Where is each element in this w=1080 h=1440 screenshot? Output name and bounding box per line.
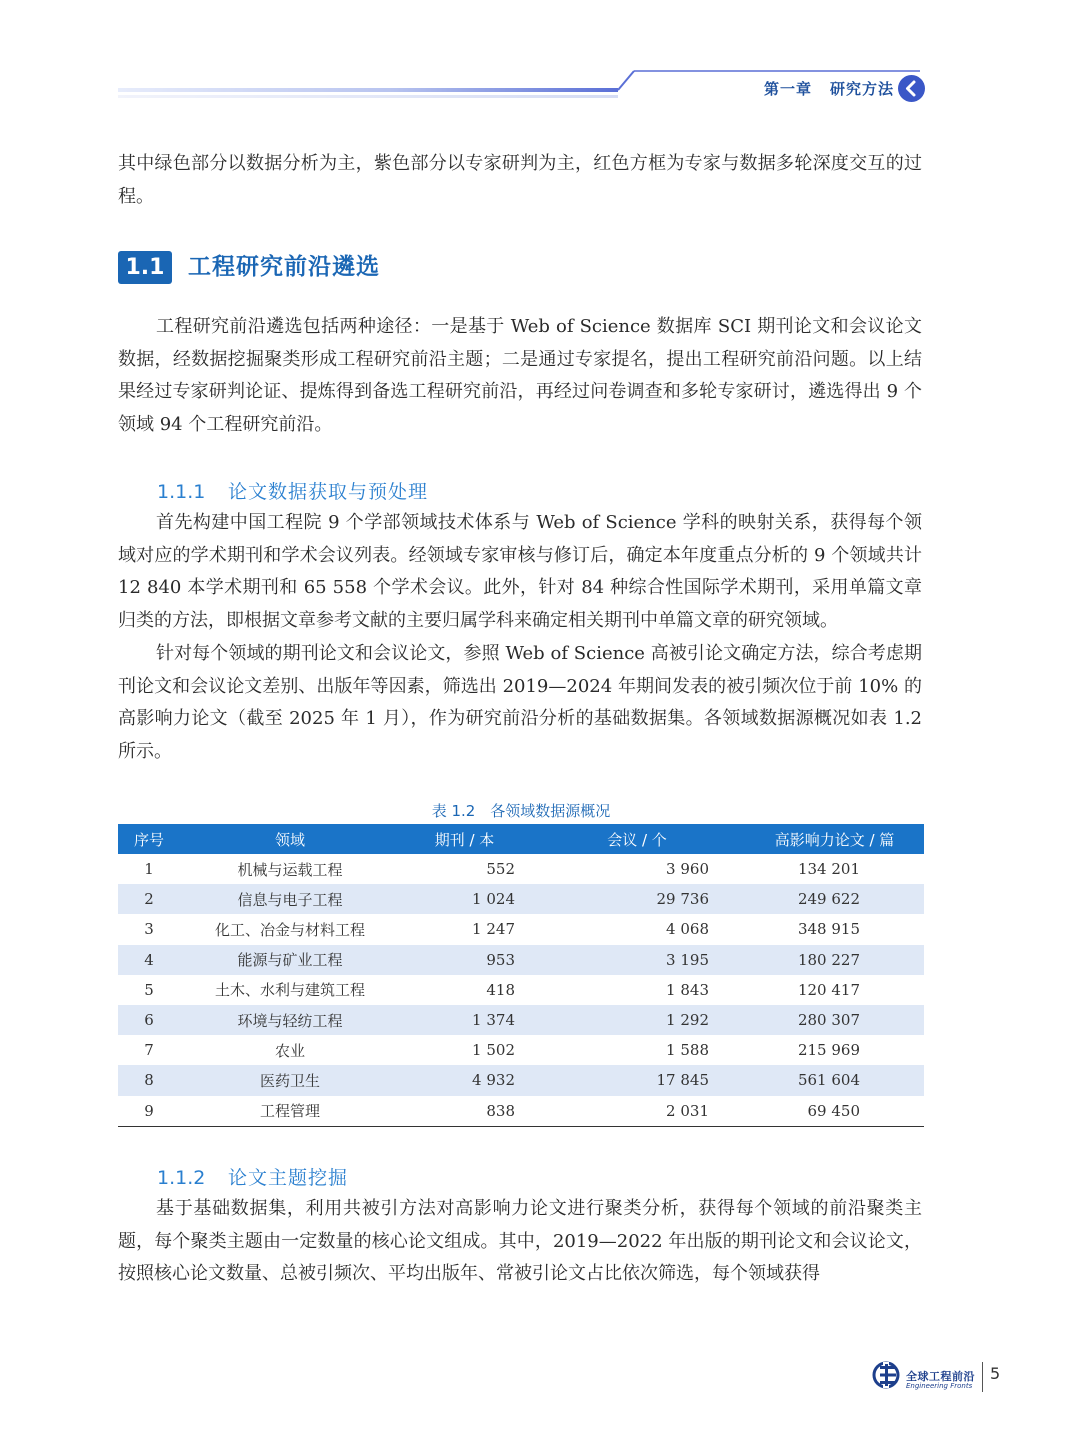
subsection-1-paragraph-1: 首先构建中国工程院 9 个学部领域技术体系与 Web of Science 学科的映射关系，获得每个领域对应的学术期刊和学术会议列表。经领域专家审核与修订后，确定本年度重点分析的 9 个领域共计 12 840 本学术期刊和 65 558 个学术会议。此外，针对 84 种综合性国际学术期刊，采用单篇文章归类的方法，即根据文章参考文献的主要归属学科来确定相关期刊中单篇文章的研究领域。 [118, 512, 922, 631]
cell-index: 1 [144, 860, 154, 879]
cell-journals: 1 024 [400, 884, 529, 914]
cell-journals: 1 502 [472, 1041, 515, 1060]
cell-conferences: 1 588 [666, 1041, 709, 1060]
cell-journals: 418 [486, 980, 515, 999]
column-header-index: 序号 [118, 824, 180, 854]
section-title: 工程研究前沿遴选 [188, 254, 380, 280]
column-header-field: 领域 [180, 824, 400, 854]
footer-divider [982, 1362, 983, 1392]
table-row [118, 854, 924, 884]
subsection-2-title: 论文主题挖掘 [228, 1167, 349, 1189]
cell-conferences: 2 031 [529, 1096, 745, 1127]
cell-index: 8 [118, 1065, 180, 1095]
table-row [118, 914, 924, 944]
cell-field: 农业 [274, 1041, 305, 1060]
section-paragraph: 工程研究前沿遴选包括两种途径：一是基于 Web of Science 数据库 SCI 期刊论文和会议论文数据，经数据挖掘聚类形成工程研究前沿主题；二是通过专家提名，提出工程研究前沿问题。以上结果经过专家研判论证、提炼得到备选工程研究前沿，再经过问卷调查和多轮专家研讨，遴选得出 9 个领域 94 个工程研究前沿。 [118, 316, 922, 435]
header-rule-shadow [118, 95, 618, 98]
cell-papers: 249 622 [745, 884, 924, 914]
cell-conferences: 1 292 [529, 1005, 745, 1035]
cell-index: 5 [144, 980, 154, 999]
cell-field: 能源与矿业工程 [180, 945, 400, 975]
table-row [118, 1035, 924, 1065]
table-row [118, 975, 924, 1005]
cell-field: 土木、水利与建筑工程 [214, 981, 365, 1000]
footer-logo-text: 全球工程前沿 [906, 1370, 975, 1383]
column-header-conferences: 会议 / 个 [529, 824, 745, 854]
header-chapter: 第一章 [764, 80, 813, 98]
cell-conferences: 29 736 [529, 884, 745, 914]
footer-logo-subtitle: Engineering Fronts [906, 1382, 973, 1390]
cell-journals: 953 [400, 945, 529, 975]
intro-paragraph: 其中绿色部分以数据分析为主，紫色部分以专家研判为主，红色方框为专家与数据多轮深度交互的过程。 [118, 153, 922, 207]
engineering-fronts-logo-icon [872, 1360, 902, 1390]
cell-conferences: 1 843 [666, 980, 709, 999]
subsection-2-paragraph: 基于基础数据集，利用共被引方法对高影响力论文进行聚类分析，获得每个领域的前沿聚类主题，每个聚类主题由一定数量的核心论文组成。其中，2019—2022 年出版的期刊论文和会议论文，按照核心论文数量、总被引频次、平均出版年、常被引论文占比依次筛选，每个领域获得 [118, 1198, 922, 1285]
header-rule [118, 88, 618, 92]
chevron-left-icon[interactable] [898, 75, 925, 102]
table-row [118, 945, 924, 975]
subsection-1-title: 论文数据获取与预处理 [228, 481, 429, 503]
cell-conferences: 3 195 [529, 945, 745, 975]
table-row [118, 1065, 924, 1095]
cell-conferences: 3 960 [666, 860, 709, 879]
cell-index: 4 [118, 945, 180, 975]
cell-field: 工程管理 [180, 1096, 400, 1127]
cell-journals: 1 247 [472, 920, 515, 939]
table-row [118, 1005, 924, 1035]
table-row [118, 1096, 924, 1127]
header-section-name: 研究方法 [830, 80, 895, 98]
cell-field: 化工、冶金与材料工程 [214, 920, 365, 939]
cell-conferences: 4 068 [666, 920, 709, 939]
cell-conferences: 17 845 [529, 1065, 745, 1095]
cell-papers: 180 227 [745, 945, 924, 975]
cell-papers: 69 450 [745, 1096, 924, 1127]
cell-papers: 215 969 [797, 1041, 860, 1060]
cell-index: 7 [144, 1041, 154, 1060]
cell-field: 环境与轻纺工程 [180, 1005, 400, 1035]
cell-papers: 280 307 [745, 1005, 924, 1035]
cell-index: 9 [118, 1096, 180, 1127]
subsection-2-number: 1.1.2 [157, 1167, 206, 1189]
table-row [118, 884, 924, 914]
column-header-journals: 期刊 / 本 [400, 824, 529, 854]
cell-journals: 838 [400, 1096, 529, 1127]
cell-journals: 1 374 [400, 1005, 529, 1035]
cell-field: 医药卫生 [180, 1065, 400, 1095]
column-header-high-impact-papers: 高影响力论文 / 篇 [745, 824, 924, 854]
table-header-row [118, 824, 924, 854]
cell-field: 机械与运载工程 [237, 860, 343, 879]
cell-papers: 348 915 [797, 920, 860, 939]
cell-papers: 134 201 [797, 860, 860, 879]
cell-field: 信息与电子工程 [180, 884, 400, 914]
cell-papers: 561 604 [745, 1065, 924, 1095]
cell-index: 2 [118, 884, 180, 914]
data-source-table [118, 824, 924, 1127]
cell-journals: 4 932 [400, 1065, 529, 1095]
cell-journals: 552 [486, 860, 515, 879]
cell-papers: 120 417 [797, 980, 860, 999]
subsection-1-number: 1.1.1 [157, 481, 206, 503]
section-number-badge: 1.1 [118, 251, 172, 284]
cell-index: 6 [118, 1005, 180, 1035]
table-caption: 表 1.2 各领域数据源概况 [431, 802, 611, 820]
page-number: 5 [990, 1364, 1001, 1383]
subsection-1-paragraph-2: 针对每个领域的期刊论文和会议论文，参照 Web of Science 高被引论文确定方法，综合考虑期刊论文和会议论文差别、出版年等因素，筛选出 2019—2024 年期间发表的被引频次位于前 10% 的高影响力论文（截至 2025 年 1 月），作为研究前沿分析的基础数据集。各领域数据源概况如表 1.2 所示。 [118, 643, 922, 762]
cell-index: 3 [144, 920, 154, 939]
